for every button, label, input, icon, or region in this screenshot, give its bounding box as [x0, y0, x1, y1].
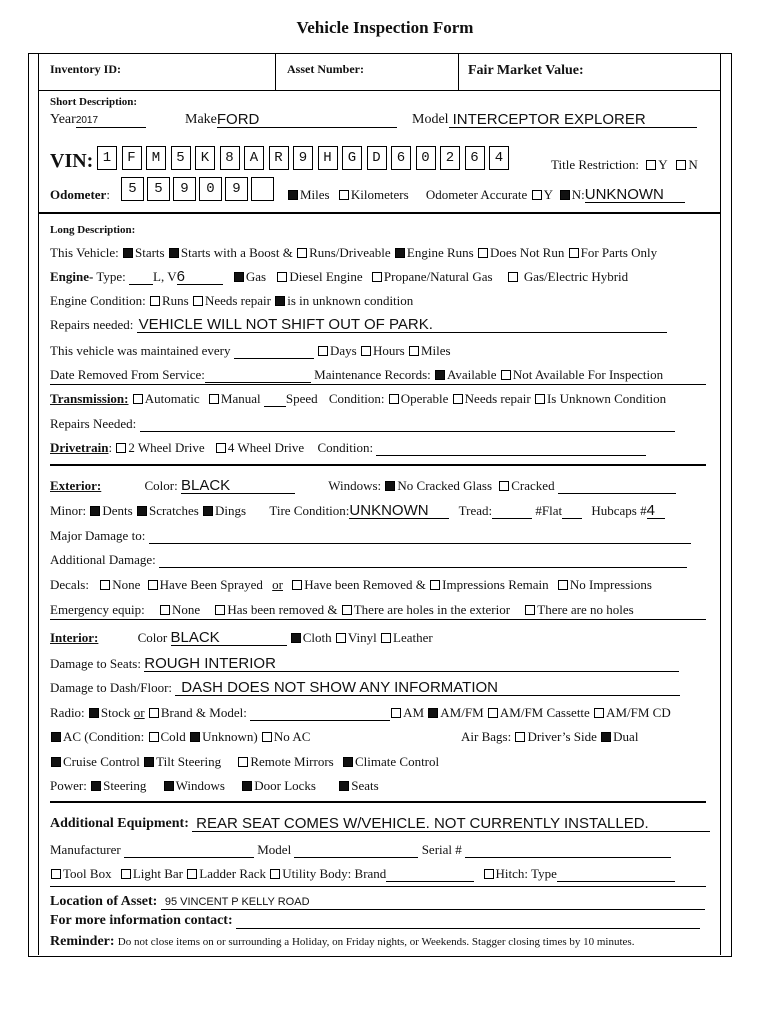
- title-restriction-no-checkbox[interactable]: [676, 160, 686, 170]
- vin-char-box[interactable]: 9: [293, 146, 313, 170]
- odometer-accurate-no-checkbox[interactable]: [560, 190, 570, 200]
- dings-label: Dings: [215, 503, 247, 518]
- operable-label: Operable: [400, 391, 449, 406]
- additional-equipment-value[interactable]: REAR SEAT COMES W/VEHICLE. NOT CURRENTLY INSTALLED.: [196, 815, 649, 832]
- title-restriction-yes-checkbox[interactable]: [646, 160, 656, 170]
- power-steering-checkbox[interactable]: [91, 781, 101, 791]
- utility-label: Utility Body: Brand: [282, 866, 387, 881]
- dings-checkbox[interactable]: [203, 506, 213, 516]
- automatic-label: Automatic: [144, 391, 200, 406]
- vin-char-box[interactable]: 6: [391, 146, 411, 170]
- vin-char-box[interactable]: 1: [97, 146, 117, 170]
- cassette-checkbox[interactable]: [488, 708, 498, 718]
- stock-label: Stock: [100, 705, 131, 720]
- decals-removed-label: Have been Removed &: [304, 577, 426, 592]
- climate-checkbox[interactable]: [343, 757, 353, 767]
- serial-field[interactable]: [465, 842, 671, 858]
- manufacturer-field[interactable]: [124, 842, 254, 858]
- trans-unknown-checkbox[interactable]: [535, 394, 545, 404]
- lightbar-checkbox[interactable]: [121, 869, 131, 879]
- holes-checkbox[interactable]: [342, 605, 352, 615]
- vin-char-box[interactable]: 5: [171, 146, 191, 170]
- decals-or-label: or: [272, 577, 283, 592]
- engine-label: Engine-: [50, 269, 94, 284]
- engine-runs-label: Engine Runs: [406, 245, 474, 260]
- maint-miles-label: Miles: [421, 343, 451, 358]
- am-checkbox[interactable]: [391, 708, 401, 718]
- additional-damage-field[interactable]: [159, 552, 687, 568]
- odometer-digit-box[interactable]: 5: [121, 177, 144, 201]
- exterior-color-value[interactable]: BLACK: [181, 477, 231, 494]
- ac-unknown-label: Unknown): [202, 729, 258, 744]
- emergency-none-checkbox[interactable]: [160, 605, 170, 615]
- odometer-digit-box[interactable]: [251, 177, 274, 201]
- airbags-label: Air Bags:: [461, 729, 512, 744]
- cassette-label: AM/FM Cassette: [499, 705, 590, 720]
- power-windows-label: Windows: [175, 778, 225, 793]
- model-label: Model: [412, 112, 449, 127]
- decals-removed-checkbox[interactable]: [292, 580, 302, 590]
- cracked-label: Cracked: [511, 478, 555, 493]
- major-damage-label: Major Damage to:: [50, 528, 146, 543]
- exterior-label: Exterior:: [50, 478, 102, 493]
- impressions-label: Impressions Remain: [442, 577, 549, 592]
- maintained-label: This vehicle was maintained every: [50, 343, 231, 358]
- make-label: Make: [185, 112, 217, 127]
- brand-label: Brand & Model:: [160, 705, 247, 720]
- no-holes-label: There are no holes: [537, 602, 634, 617]
- records-available-checkbox[interactable]: [435, 370, 445, 380]
- no-ac-label: No AC: [273, 729, 311, 744]
- two-wheel-label: 2 Wheel Drive: [128, 440, 205, 455]
- emergency-equip-label: Emergency equip:: [50, 602, 145, 617]
- damage-seats-value[interactable]: ROUGH INTERIOR: [144, 655, 276, 672]
- two-wheel-checkbox[interactable]: [116, 443, 126, 453]
- four-wheel-label: 4 Wheel Drive: [227, 440, 305, 455]
- odometer-accurate-no-label: N:: [571, 187, 585, 202]
- odometer-accurate-label: Odometer Accurate: [425, 187, 528, 202]
- engine-unknown-checkbox[interactable]: [275, 296, 285, 306]
- trans-repairs-label: Repairs Needed:: [50, 416, 137, 431]
- vin-char-box[interactable]: H: [318, 146, 338, 170]
- vin-char-box[interactable]: R: [269, 146, 289, 170]
- records-not-available-label: Not Available For Inspection: [512, 367, 664, 382]
- days-checkbox[interactable]: [318, 346, 328, 356]
- damage-seats-label: Damage to Seats:: [50, 656, 141, 671]
- vin-char-box[interactable]: 6: [465, 146, 485, 170]
- four-wheel-checkbox[interactable]: [216, 443, 226, 453]
- decals-none-checkbox[interactable]: [100, 580, 110, 590]
- drivetrain-condition-field[interactable]: [376, 440, 646, 456]
- location-value[interactable]: 95 VINCENT P KELLY ROAD: [164, 896, 310, 908]
- odometer-digit-box[interactable]: 0: [199, 177, 222, 201]
- engine-condition-label: Engine Condition:: [50, 293, 146, 308]
- climate-label: Climate Control: [354, 754, 440, 769]
- does-not-run-checkbox[interactable]: [478, 248, 488, 258]
- am-label: AM: [403, 705, 425, 720]
- drivers-side-label: Driver’s Side: [527, 729, 597, 744]
- days-label: Days: [330, 343, 357, 358]
- starts-boost-checkbox[interactable]: [169, 248, 179, 258]
- engine-repair-label: Needs repair: [204, 293, 271, 308]
- hubcaps-label: Hubcaps #: [591, 503, 647, 518]
- engine-runs-cond-label: Runs: [161, 293, 189, 308]
- odometer-accurate-yes-checkbox[interactable]: [532, 190, 542, 200]
- vinyl-label: Vinyl: [347, 630, 377, 645]
- hours-label: Hours: [372, 343, 405, 358]
- sprayed-checkbox[interactable]: [148, 580, 158, 590]
- gas-label: Gas: [245, 269, 267, 284]
- trans-repairs-field[interactable]: [140, 416, 675, 432]
- engine-repair-checkbox[interactable]: [193, 296, 203, 306]
- propane-label: Propane/Natural Gas: [383, 269, 493, 284]
- cloth-label: Cloth: [302, 630, 332, 645]
- trans-repair-label: Needs repair: [464, 391, 531, 406]
- odometer-label: Odometer: [50, 187, 107, 202]
- vin-char-box[interactable]: K: [195, 146, 215, 170]
- ac-unknown-checkbox[interactable]: [190, 732, 200, 742]
- door-locks-checkbox[interactable]: [242, 781, 252, 791]
- diesel-label: Diesel Engine: [289, 269, 363, 284]
- starts-checkbox[interactable]: [123, 248, 133, 258]
- vin-char-box[interactable]: 2: [440, 146, 460, 170]
- dual-label: Dual: [613, 729, 639, 744]
- interior-label: Interior:: [50, 630, 99, 645]
- runs-driveable-label: Runs/Driveable: [309, 245, 391, 260]
- equip-model-field[interactable]: [294, 842, 418, 858]
- odometer-note-value[interactable]: UNKNOWN: [584, 186, 664, 203]
- cd-label: AM/FM CD: [606, 705, 671, 720]
- hybrid-checkbox[interactable]: [508, 272, 518, 282]
- engine-unknown-label: is in unknown condition: [287, 293, 414, 308]
- power-steering-label: Steering: [103, 778, 147, 793]
- sprayed-label: Have Been Sprayed: [159, 577, 263, 592]
- hours-checkbox[interactable]: [361, 346, 371, 356]
- no-holes-checkbox[interactable]: [525, 605, 535, 615]
- kilometers-label: Kilometers: [350, 187, 409, 202]
- tire-condition-value[interactable]: UNKNOWN: [349, 502, 429, 519]
- for-parts-label: For Parts Only: [580, 245, 658, 260]
- diesel-checkbox[interactable]: [277, 272, 287, 282]
- no-impressions-label: No Impressions: [569, 577, 652, 592]
- inventory-id-label: Inventory ID:: [50, 62, 121, 76]
- amfm-checkbox[interactable]: [428, 708, 438, 718]
- minor-label: Minor:: [50, 503, 87, 518]
- power-label: Power:: [50, 778, 87, 793]
- repairs-needed-label: Repairs needed:: [50, 317, 134, 332]
- flat-label: #Flat: [535, 503, 563, 518]
- interior-color-value[interactable]: BLACK: [170, 629, 220, 646]
- leather-label: Leather: [393, 630, 433, 645]
- vin-char-box[interactable]: A: [244, 146, 264, 170]
- engine-runs-cond-checkbox[interactable]: [150, 296, 160, 306]
- kilometers-checkbox[interactable]: [339, 190, 349, 200]
- maint-miles-checkbox[interactable]: [409, 346, 419, 356]
- power-windows-checkbox[interactable]: [164, 781, 174, 791]
- date-removed-label: Date Removed From Service:: [50, 367, 205, 382]
- trans-unknown-label: Is Unknown Condition: [546, 391, 667, 406]
- hybrid-label: Gas/Electric Hybrid: [523, 269, 629, 284]
- damage-dash-label: Damage to Dash/Floor:: [50, 680, 173, 695]
- tire-condition-label: Tire Condition:: [269, 503, 350, 518]
- odometer-digit-box[interactable]: 5: [147, 177, 170, 201]
- no-impressions-checkbox[interactable]: [558, 580, 568, 590]
- major-damage-field[interactable]: [149, 528, 691, 544]
- vin-char-box[interactable]: 0: [416, 146, 436, 170]
- cruise-checkbox[interactable]: [51, 757, 61, 767]
- tread-label: Tread:: [458, 503, 493, 518]
- no-cracked-glass-checkbox[interactable]: [385, 481, 395, 491]
- cloth-checkbox[interactable]: [291, 633, 301, 643]
- long-description-label: Long Description:: [50, 224, 136, 236]
- propane-checkbox[interactable]: [372, 272, 382, 282]
- no-ac-checkbox[interactable]: [262, 732, 272, 742]
- trans-repair-checkbox[interactable]: [453, 394, 463, 404]
- radio-or-label: or: [133, 705, 145, 720]
- vin-char-box[interactable]: M: [146, 146, 166, 170]
- miles-label: Miles: [300, 187, 330, 202]
- hitch-checkbox[interactable]: [484, 869, 494, 879]
- gas-checkbox[interactable]: [234, 272, 244, 282]
- year-label: Year: [50, 112, 76, 127]
- emergency-removed-label: Has been removed &: [227, 602, 338, 617]
- vin-label: VIN:: [50, 150, 94, 172]
- ladder-label: Ladder Rack: [199, 866, 267, 881]
- power-seats-label: Seats: [351, 778, 379, 793]
- make-value[interactable]: FORD: [216, 111, 260, 128]
- odometer-digit-box[interactable]: 9: [225, 177, 248, 201]
- scratches-label: Scratches: [148, 503, 199, 518]
- ac-cold-checkbox[interactable]: [149, 732, 159, 742]
- drivers-side-checkbox[interactable]: [515, 732, 525, 742]
- impressions-checkbox[interactable]: [430, 580, 440, 590]
- vinyl-checkbox[interactable]: [336, 633, 346, 643]
- scratches-checkbox[interactable]: [137, 506, 147, 516]
- automatic-checkbox[interactable]: [133, 394, 143, 404]
- ac-checkbox[interactable]: [51, 732, 61, 742]
- stock-checkbox[interactable]: [89, 708, 99, 718]
- door-locks-label: Door Locks: [254, 778, 316, 793]
- manual-label: Manual: [220, 391, 261, 406]
- title-restriction-no-label: N: [688, 157, 698, 172]
- this-vehicle-label: This Vehicle:: [50, 245, 119, 260]
- engine-runs-checkbox[interactable]: [395, 248, 405, 258]
- fair-market-value-label: Fair Market Value:: [468, 63, 584, 78]
- transmission-condition-label: Condition:: [328, 391, 385, 406]
- tilt-label: Tilt Steering: [156, 754, 222, 769]
- miles-checkbox[interactable]: [288, 190, 298, 200]
- transmission-label: Transmission:: [50, 391, 129, 406]
- decals-none-label: None: [112, 577, 141, 592]
- engine-lv-label: L, V: [153, 269, 177, 284]
- dents-label: Dents: [102, 503, 133, 518]
- engine-type-label: Type:: [96, 269, 126, 284]
- vin-char-box[interactable]: 8: [220, 146, 240, 170]
- page-title: Vehicle Inspection Form: [296, 18, 474, 37]
- operable-checkbox[interactable]: [389, 394, 399, 404]
- model-value[interactable]: INTERCEPTOR EXPLORER: [452, 111, 646, 128]
- starts-label: Starts: [134, 245, 165, 260]
- drivetrain-condition-label: Condition:: [317, 440, 374, 455]
- drivetrain-label: Drivetrain: [50, 440, 109, 455]
- dents-checkbox[interactable]: [90, 506, 100, 516]
- power-seats-checkbox[interactable]: [339, 781, 349, 791]
- speed-label: Speed: [285, 391, 318, 406]
- cracked-checkbox[interactable]: [499, 481, 509, 491]
- holes-label: There are holes in the exterior: [353, 602, 511, 617]
- hubcaps-value[interactable]: 4: [646, 502, 655, 519]
- contact-field[interactable]: [236, 913, 700, 929]
- mirrors-label: Remote Mirrors: [250, 754, 334, 769]
- records-available-label: Available: [446, 367, 497, 382]
- starts-boost-label: Starts with a Boost &: [180, 245, 293, 260]
- equip-model-label: Model: [257, 842, 292, 857]
- decals-label: Decals:: [50, 577, 89, 592]
- repairs-needed-value[interactable]: VEHICLE WILL NOT SHIFT OUT OF PARK.: [138, 316, 433, 333]
- serial-label: Serial #: [421, 842, 462, 857]
- ac-cold-label: Cold: [160, 729, 186, 744]
- vin-char-box[interactable]: F: [122, 146, 142, 170]
- year-value[interactable]: 2017: [75, 115, 99, 126]
- additional-damage-label: Additional Damage:: [50, 552, 156, 567]
- cruise-label: Cruise Control: [63, 754, 140, 769]
- amfm-label: AM/FM: [440, 705, 484, 720]
- title-restriction-yes-label: Y: [658, 157, 668, 172]
- brand-checkbox[interactable]: [149, 708, 159, 718]
- toolbox-label: Tool Box: [63, 866, 112, 881]
- ac-label: AC (Condition:: [63, 729, 145, 744]
- leather-checkbox[interactable]: [381, 633, 391, 643]
- windows-label: Windows:: [328, 478, 382, 493]
- reminder-text: Do not close items on or surrounding a Holiday, on Friday nights, or Weekends. Stagger closing times by 10 minutes.: [117, 936, 635, 948]
- vin-char-box[interactable]: D: [367, 146, 387, 170]
- engine-v-value[interactable]: 6: [176, 268, 185, 285]
- ladder-checkbox[interactable]: [187, 869, 197, 879]
- maintenance-records-label: Maintenance Records:: [314, 367, 431, 382]
- interior-color-label: Color: [137, 630, 168, 645]
- emergency-removed-checkbox[interactable]: [215, 605, 225, 615]
- cd-checkbox[interactable]: [594, 708, 604, 718]
- hitch-label: Hitch: Type: [495, 866, 557, 881]
- dual-checkbox[interactable]: [601, 732, 611, 742]
- odometer-accurate-yes-label: Y: [543, 187, 553, 202]
- manufacturer-label: Manufacturer: [50, 842, 121, 857]
- vin-char-box[interactable]: 4: [489, 146, 509, 170]
- does-not-run-label: Does Not Run: [489, 245, 565, 260]
- no-cracked-glass-label: No Cracked Glass: [397, 478, 493, 493]
- location-label: Location of Asset:: [50, 894, 158, 909]
- for-parts-checkbox[interactable]: [569, 248, 579, 258]
- reminder-label: Reminder:: [50, 934, 115, 949]
- records-not-available-checkbox[interactable]: [501, 370, 511, 380]
- contact-label: For more information contact:: [50, 913, 233, 928]
- exterior-color-label: Color:: [144, 478, 178, 493]
- tilt-checkbox[interactable]: [144, 757, 154, 767]
- damage-dash-value[interactable]: DASH DOES NOT SHOW ANY INFORMATION: [181, 679, 498, 696]
- radio-label: Radio:: [50, 705, 85, 720]
- manual-checkbox[interactable]: [209, 394, 219, 404]
- asset-number-label: Asset Number:: [287, 62, 364, 76]
- additional-equipment-label: Additional Equipment:: [50, 816, 189, 831]
- short-description-label: Short Description:: [50, 96, 138, 108]
- odometer-digit-box[interactable]: 9: [173, 177, 196, 201]
- lightbar-label: Light Bar: [132, 866, 184, 881]
- emergency-none-label: None: [171, 602, 201, 617]
- title-restriction-label: Title Restriction:: [551, 157, 639, 172]
- toolbox-checkbox[interactable]: [51, 869, 61, 879]
- mirrors-checkbox[interactable]: [238, 757, 248, 767]
- utility-checkbox[interactable]: [270, 869, 280, 879]
- vin-char-box[interactable]: G: [342, 146, 362, 170]
- runs-driveable-checkbox[interactable]: [297, 248, 307, 258]
